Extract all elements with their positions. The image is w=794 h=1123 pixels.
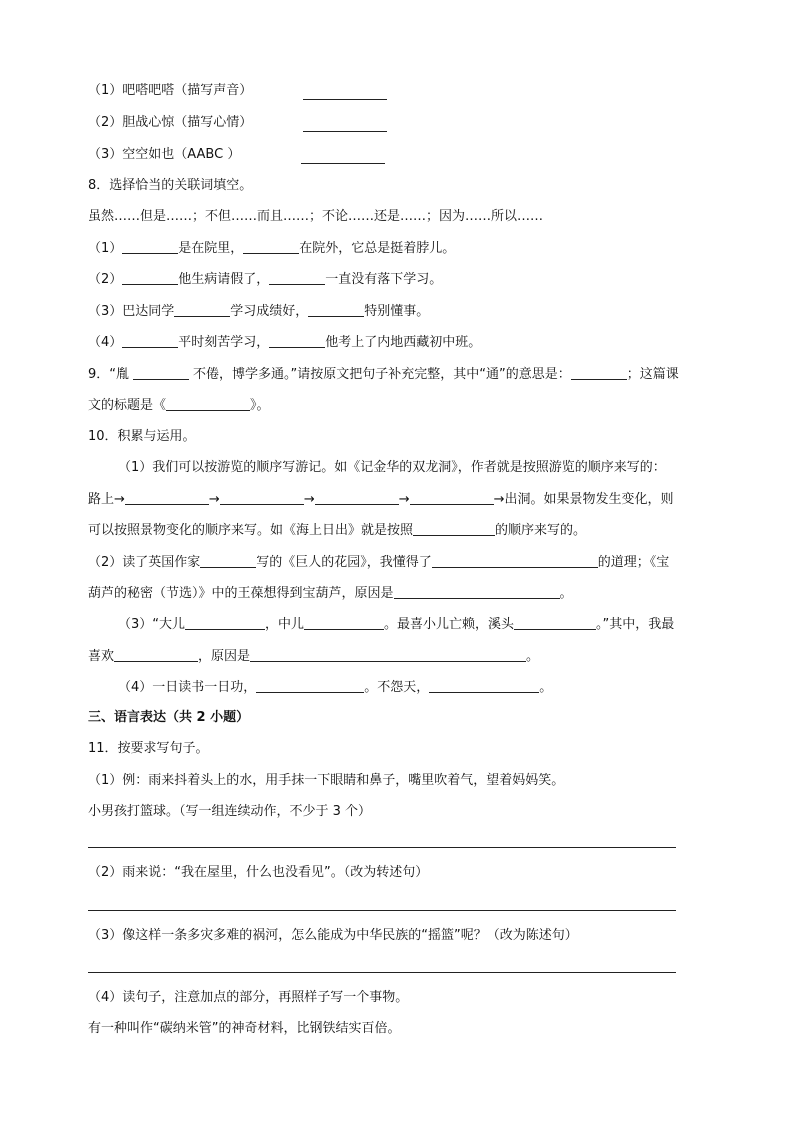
q10-p3-line-1 <box>118 617 674 631</box>
q8-item-4-mid: 平时刻苦学习， <box>178 335 270 350</box>
q10-p3a-a: （3）“大儿 <box>118 617 186 632</box>
q10-p3-blank-2[interactable] <box>304 617 384 630</box>
q9-blank-1[interactable] <box>133 367 189 380</box>
q8-item-4-blank-1[interactable] <box>122 335 178 348</box>
q10-p1c-blank[interactable] <box>413 523 495 536</box>
q10-p4-b: 。不怨天， <box>364 680 430 695</box>
q10-p2b-b: 。 <box>559 586 573 601</box>
q11-s5-emphasized: 比钢铁结实百倍 <box>296 1021 388 1036</box>
q10-p3-line-2 <box>88 649 539 663</box>
q11-s5-part-a: 有一种叫作“碳纳米管”的神奇材料， <box>88 1021 297 1036</box>
q10-route-blank-1[interactable] <box>125 492 209 505</box>
q10-route-blank-2[interactable] <box>220 492 304 505</box>
q10-p3a-c: 。最喜小儿亡赖，溪头 <box>384 617 515 632</box>
q10-route-arrow-2: → <box>303 492 315 507</box>
q7-item-2 <box>88 116 252 129</box>
q10-p4-blank-1[interactable] <box>256 680 364 693</box>
q10-p2-blank-lesson[interactable] <box>432 555 598 568</box>
q11-s5-example <box>88 1022 401 1035</box>
q8-item-3-prefix: （3）巴达同学 <box>88 304 175 319</box>
q8-item-3-mid: 学习成绩好， <box>230 304 309 319</box>
q11-title: 11．按要求写句子。 <box>88 741 209 756</box>
q10-route-blank-4[interactable] <box>410 492 494 505</box>
q10-p4-line <box>118 680 552 694</box>
q10-p2-line-2 <box>88 586 573 600</box>
q10-p3b-a: 喜欢 <box>88 649 115 664</box>
q10-route-arrow-3: → <box>398 492 410 507</box>
q10-p3-blank-favorite[interactable] <box>114 649 198 662</box>
q8-item-1-blank-2[interactable] <box>243 241 299 254</box>
q10-p2b-a: 葫芦的秘密（节选）》中的王葆想得到宝葫芦，原因是 <box>88 586 394 601</box>
q8-title: 8．选择恰当的关联词填空。 <box>88 178 253 193</box>
q9-part-b: 不倦，博学多通。”请按原文把句子补充完整，其中“通”的意思是： <box>193 367 571 382</box>
q8-item-2-end: 一直没有落下学习。 <box>325 272 443 287</box>
q10-p3a-d: 。”其中，我最 <box>596 617 675 632</box>
q10-p2-blank-author[interactable] <box>200 555 256 568</box>
q10-p3-blank-3[interactable] <box>514 617 596 630</box>
q7-item-3-text: （3）空空如也（AABC ） <box>88 147 241 162</box>
q8-item-3-blank-1[interactable] <box>174 304 230 317</box>
q9-part-c: ；这篇课 <box>626 367 679 382</box>
q7-item-1-blank[interactable] <box>303 87 387 100</box>
q7-item-1 <box>88 84 252 97</box>
q11-s2-task: （2）雨来说：“我在屋里，什么也没看见”。（改为转述句） <box>88 865 429 880</box>
q10-p2a-c: 的道理；《宝 <box>597 555 670 570</box>
q10-p4-a: （4）一日读书一日功， <box>118 680 257 695</box>
q8-item-2-mid: 他生病请假了， <box>178 272 270 287</box>
q9-line-2 <box>88 398 270 412</box>
q10-p1c-a: 可以按照景物变化的顺序来写。如《海上日出》就是按照 <box>88 523 414 538</box>
q9-part-d: 文的标题是《 <box>88 398 167 413</box>
q7-item-2-blank[interactable] <box>303 119 387 132</box>
q11-s4-task: （4）读句子，注意加点的部分，再照样子写一个事物。 <box>88 990 409 1005</box>
q8-options: 虽然……但是……；不但……而且……；不论……还是……；因为……所以…… <box>88 209 544 224</box>
q11-s5-part-c: 。 <box>387 1021 401 1036</box>
q11-s3-answer-line[interactable] <box>88 972 676 973</box>
q10-p1-line-1: （1）我们可以按游览的顺序写游记。如《记金华的双龙洞》，作者就是按照游览的顺序来写的： <box>118 460 666 475</box>
q8-item-4-end: 他考上了内地西藏初中班。 <box>325 335 482 350</box>
q9-part-a: 9．“胤 <box>88 367 130 382</box>
q8-item-2-prefix: （2） <box>88 272 123 287</box>
q8-item-1-blank-1[interactable] <box>122 241 178 254</box>
q10-route-arrow-1: → <box>208 492 220 507</box>
q8-item-1-end: 在院外，它总是挺着脖儿。 <box>299 241 456 256</box>
q10-title: 10．积累与运用。 <box>88 429 196 444</box>
q11-s3-task: （3）像这样一条多灾多难的祸河，怎么能成为中华民族的“摇篮”呢？（改为陈述句） <box>88 928 578 943</box>
q8-item-2-blank-1[interactable] <box>122 272 178 285</box>
q11-s2-answer-line[interactable] <box>88 910 676 911</box>
q10-p1-line-2 <box>88 492 674 506</box>
q10-p4-blank-2[interactable] <box>429 680 539 693</box>
q10-p2a-b: 写的《巨人的花园》，我懂得了 <box>256 555 432 570</box>
q9-blank-2[interactable] <box>571 367 627 380</box>
q11-s1-answer-line[interactable] <box>88 847 676 848</box>
q10-p2-line-1 <box>88 555 669 569</box>
q10-p3a-b: ，中儿 <box>265 617 305 632</box>
q10-p3-blank-1[interactable] <box>185 617 265 630</box>
q7-item-3-blank[interactable] <box>301 151 385 164</box>
section-3-heading: 三、语言表达（共 2 小题） <box>88 710 250 725</box>
q10-p3-blank-reason[interactable] <box>250 649 526 662</box>
q11-s1-example: （1）例：雨来抖着头上的水，用手抹一下眼睛和鼻子，嘴里吹着气，望着妈妈笑。 <box>88 773 565 788</box>
q11-s1-task: 小男孩打篮球。（写一组连续动作，不少于 3 个） <box>88 804 372 819</box>
q9-blank-3[interactable] <box>166 398 250 411</box>
q10-route-end: →出洞。如果景物发生变化，则 <box>493 492 674 507</box>
q10-route-blank-3[interactable] <box>315 492 399 505</box>
q8-item-3 <box>88 304 429 318</box>
q9-part-e: 》。 <box>250 398 270 413</box>
q7-item-3 <box>88 148 240 161</box>
q8-item-4 <box>88 335 481 349</box>
q8-item-4-blank-2[interactable] <box>269 335 325 348</box>
q10-route-start: 路上→ <box>88 492 125 507</box>
q10-p2a-a: （2）读了英国作家 <box>88 555 201 570</box>
q8-item-3-blank-2[interactable] <box>308 304 364 317</box>
q7-item-1-text: （1）吧嗒吧嗒（描写声音） <box>88 83 253 98</box>
q10-p1c-b: 的顺序来写的。 <box>495 523 587 538</box>
q8-item-2 <box>88 272 442 286</box>
q8-item-1-prefix: （1） <box>88 241 123 256</box>
q10-p3b-b: ，原因是 <box>198 649 251 664</box>
q10-p4-c: 。 <box>539 680 553 695</box>
q9-line-1 <box>88 367 679 381</box>
q10-p3b-c: 。 <box>526 649 540 664</box>
q8-item-2-blank-2[interactable] <box>269 272 325 285</box>
q10-p2-blank-reason[interactable] <box>394 586 560 599</box>
q8-item-1 <box>88 241 455 255</box>
q8-item-3-end: 特别懂事。 <box>364 304 430 319</box>
q7-item-2-text: （2）胆战心惊（描写心情） <box>88 115 253 130</box>
q8-item-1-mid: 是在院里， <box>178 241 244 256</box>
q8-item-4-prefix: （4） <box>88 335 123 350</box>
q10-p1-line-3 <box>88 523 586 537</box>
